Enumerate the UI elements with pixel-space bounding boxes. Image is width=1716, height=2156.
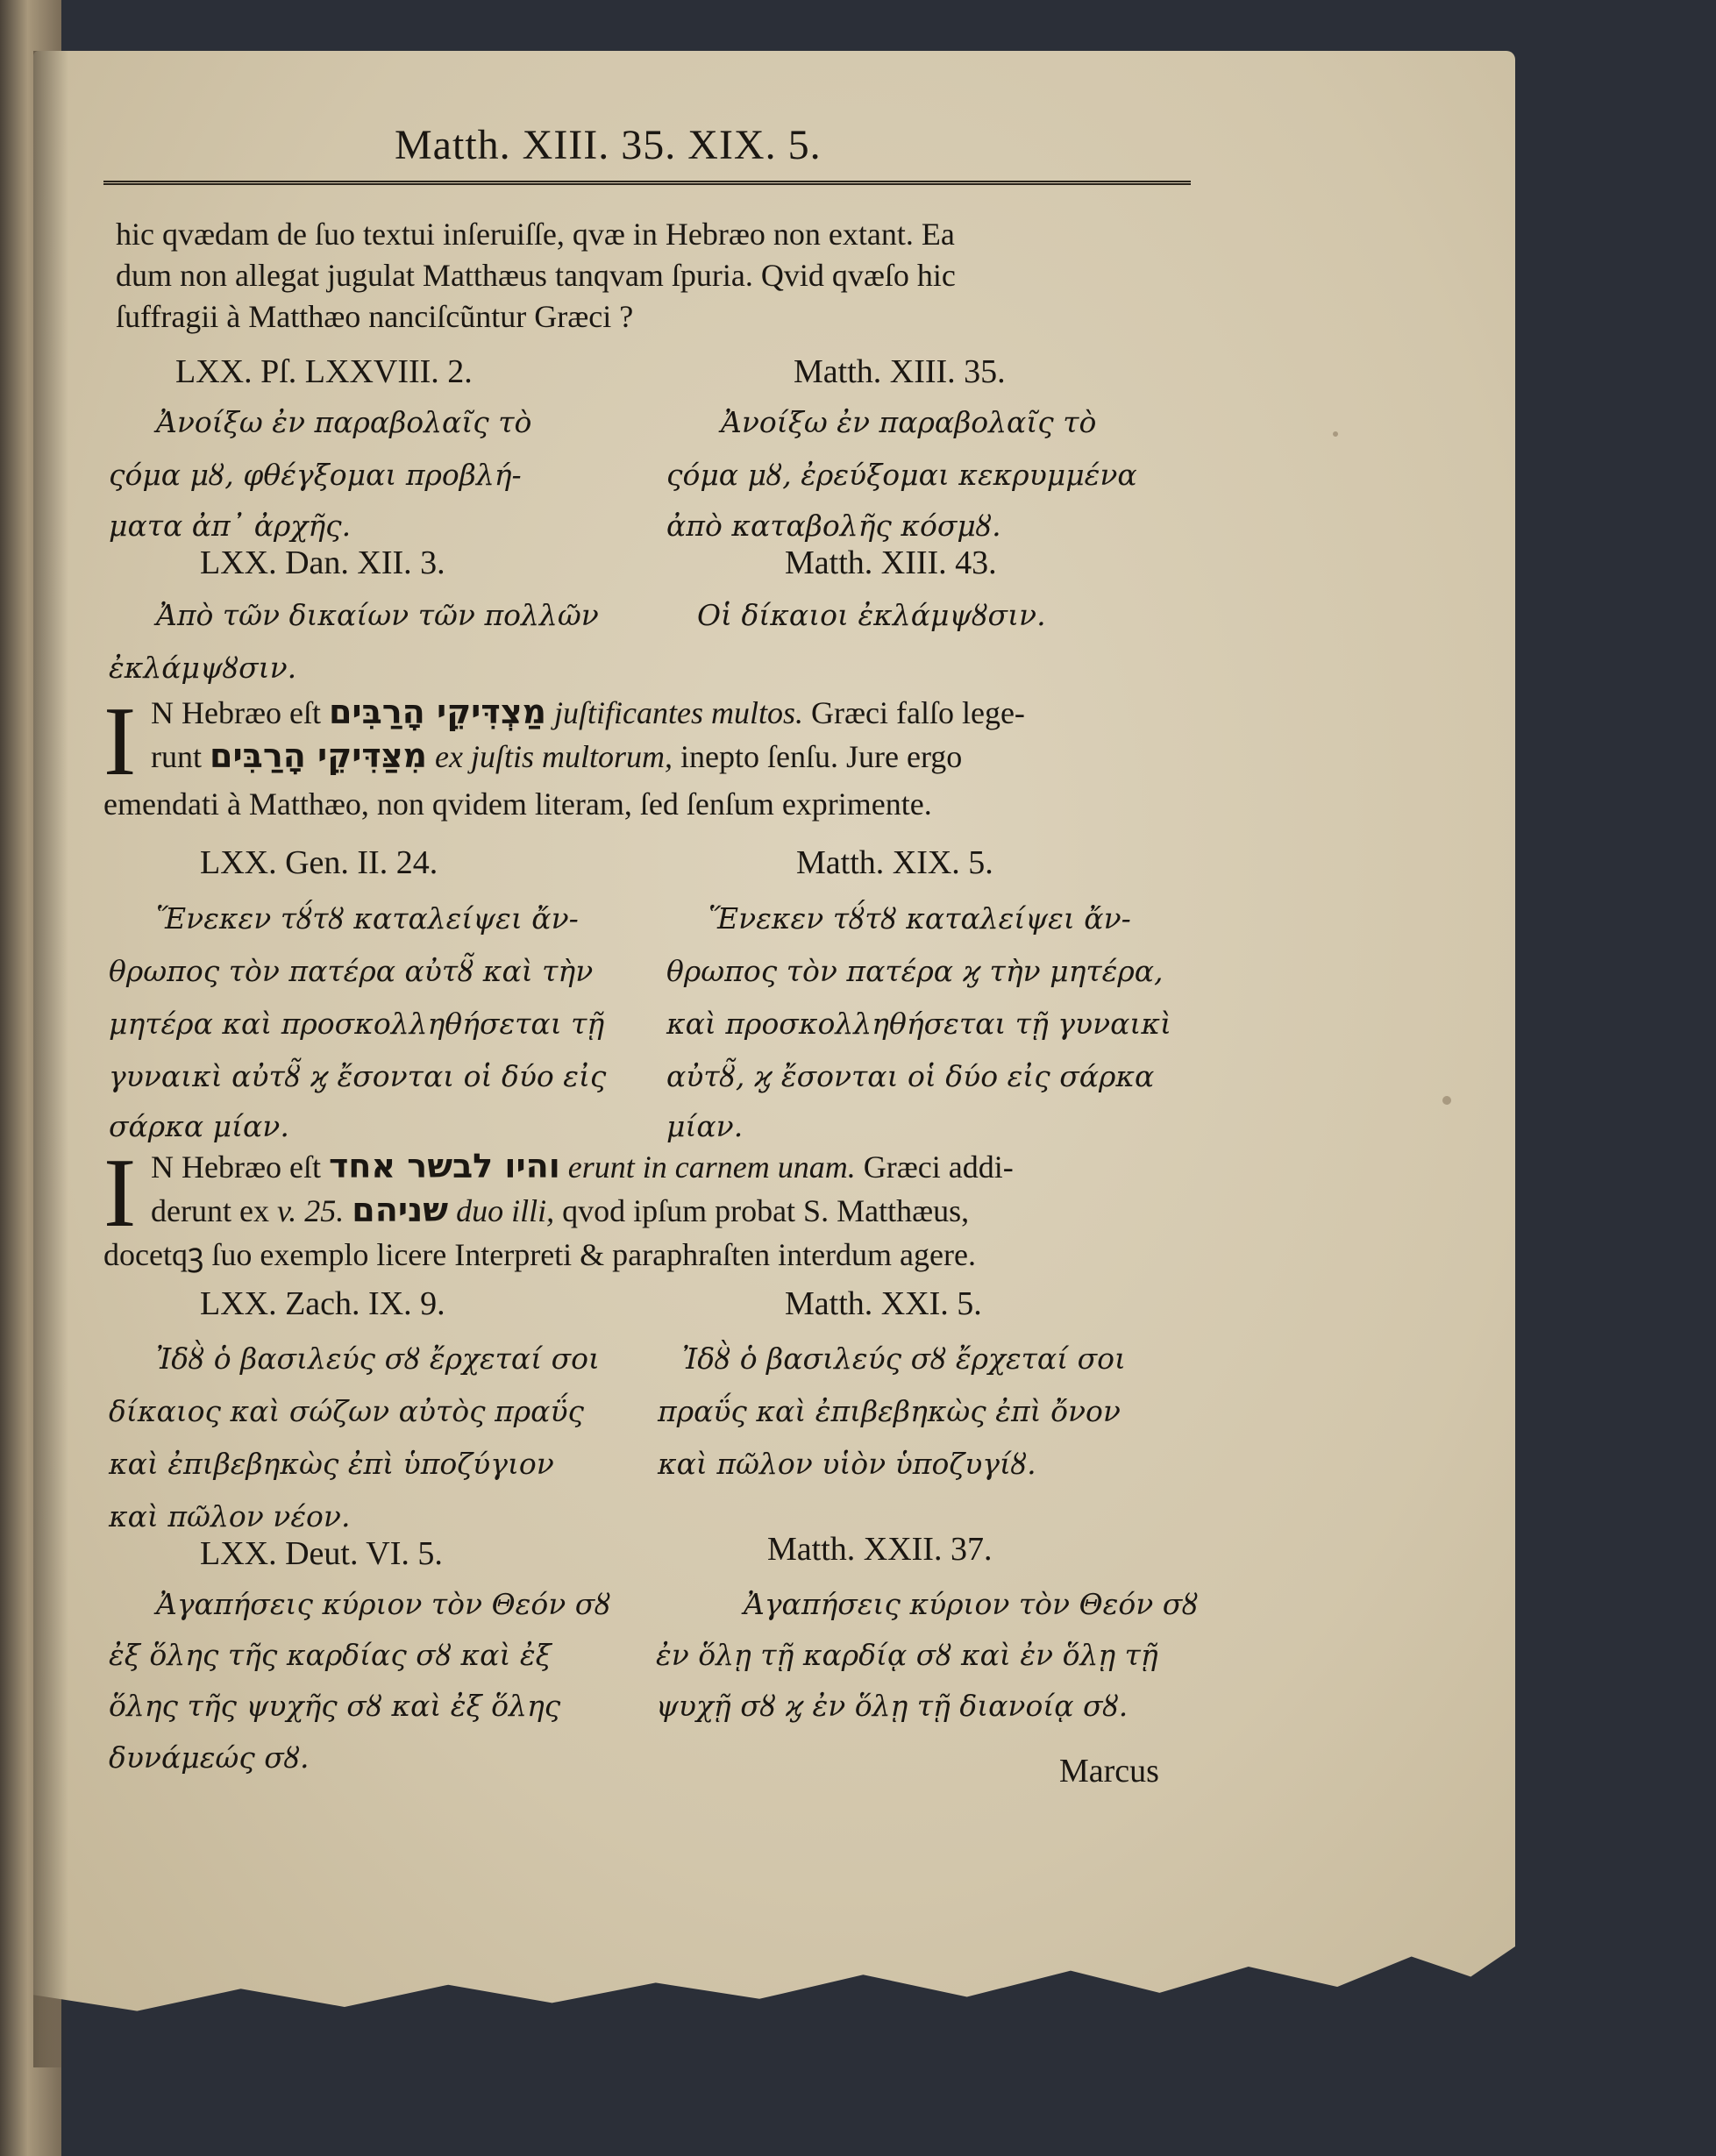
note-2-latin: duo illi, [456,1193,555,1228]
section-1-left-line: Ἀνοίξω ἐν παραβολαῖς τὸ [156,405,532,439]
section-1-left-line: ςόμα μȣ, φθέγξομαι προβλή- [109,458,522,492]
section-3-left-line: θρωπος τὸν πατέρα αὐτȣ̃ καὶ τὴν [109,954,594,988]
section-1-right-line: ςόμα μȣ, ἐρεύξομαι κεκρυμμένα [666,458,1137,492]
note-2-line-3: docetqꝫ ſuo exemplo licere Interpreti & paraphraſten interdum agere. [103,1237,976,1272]
section-5-right-line: Ἀγαπήσεις κύριον τὸν Θεόν σȣ [744,1587,1199,1621]
section-2-left-ref: LXX. Dan. XII. 3. [200,544,445,581]
catchword: Marcus [1059,1753,1159,1790]
section-3-right-line: Ἕνεκεν τȣ́τȣ καταλείψει ἄν- [708,901,1131,936]
section-5-left-line: ὅλης τῆς ψυχῆς σȣ καὶ ἐξ ὅλης [109,1689,561,1723]
section-5-left-line: ἐξ ὅλης τῆς καρδίας σȣ καὶ ἐξ [109,1638,552,1672]
section-4-right-line: πραΰς καὶ ἐπιβεβηκὼς ἐπὶ ὄνον [658,1394,1121,1428]
note-1-text: runt [151,739,202,774]
section-3-left-line: μητέρα καὶ προσκολληθήσεται τῇ [109,1007,605,1041]
section-1-right-ref: Matth. XIII. 35. [794,353,1006,390]
note-1-text: Græci falſo lege- [811,695,1025,730]
section-3-right-ref: Matth. XIX. 5. [796,844,993,881]
note-1-latin: ex juſtis multorum, [435,739,673,774]
section-5-right-line: ψυχῇ σȣ ϗ ἐν ὅλῃ τῇ διανοίᾳ σȣ. [656,1689,1129,1723]
section-3-left-line: γυναικὶ αὐτȣ̃ ϗ ἔσονται οἱ δύο εἰς [109,1059,607,1093]
intro-line-1: hic qvædam de ſuo textui inſeruiſſe, qvæ in Hebræo non extant. Ea [116,217,955,252]
section-2-left-line: Ἀπὸ τῶν δικαίων τῶν πολλῶν [156,598,599,632]
section-3-right-line: θρωπος τὸν πατέρα ϗ τὴν μητέρα, [666,954,1164,988]
note-2-latin: erunt in carnem unam. [567,1149,856,1185]
note-2-text: qvod ipſum probat S. Matthæus, [562,1193,970,1228]
section-5-right-line: ἐν ὅλῃ τῇ καρδίᾳ σȣ καὶ ἐν ὅλῃ τῇ [656,1638,1158,1672]
section-1-left-ref: LXX. Pſ. LXXVIII. 2. [175,353,473,390]
section-2-right-line: Οἱ δίκαιοι ἐκλάμψȣσιν. [697,598,1046,632]
intro-line-3: ſuffragii à Matthæo nanciſcũntur Græci ? [116,299,634,334]
drop-cap: I [103,1139,137,1248]
section-1-right-line: ἀπὸ καταβολῆς κόσμȣ. [666,509,1001,543]
note-2-hebrew: שניהם [352,1191,449,1229]
note-2-text: Græci addi- [863,1149,1014,1185]
note-1-text: N Hebræo eſt [151,695,321,730]
note-1-text: inepto ſenſu. Jure ergo [680,739,963,774]
ink-spot [1333,431,1338,437]
note-2-hebrew: והיו לבשר אחד [328,1147,560,1185]
section-4-left-ref: LXX. Zach. IX. 9. [200,1285,445,1322]
ink-spot [1442,1096,1451,1105]
section-3-right-line: αὐτȣ̃, ϗ ἔσονται οἱ δύο εἰς σάρκα [666,1059,1155,1093]
note-2-text: N Hebræo eſt [151,1149,321,1185]
section-3-left-line: σάρκα μίαν. [109,1109,289,1143]
note-2-text: derunt ex [151,1193,269,1228]
note-1-hebrew: מִצַּדִּיקֵי הָרַבִּים [210,736,428,775]
section-1-left-line: ματα ἀπ᾽ ἀρχῆς. [109,509,352,543]
note-1-line-3: emendati à Matthæo, non qvidem literam, ſed ſenſum exprimente. [103,786,932,822]
header-rule [103,181,1191,185]
note-1-latin: juſtificantes multos. [554,695,804,730]
section-3-left-line: Ἕνεκεν τȣ́τȣ καταλείψει ἄν- [156,901,579,936]
intro-line-2: dum non allegat jugulat Matthæus tanqvam ſpuria. Qvid qvæſo hic [116,258,956,293]
section-5-left-line: δυνάμεώς σȣ. [109,1740,310,1775]
section-4-left-line: καὶ ἐπιβεβηκὼς ἐπὶ ὑποζύγιον [109,1447,554,1481]
running-head: Matth. XIII. 35. XIX. 5. [395,122,822,168]
drop-cap: I [103,687,137,796]
page-gutter-shadow [33,51,68,2067]
section-4-right-line: καὶ πῶλον υἱὸν ὑποζυγίȣ. [658,1447,1036,1481]
note-1-hebrew: מַצְדִּיקֵי הָרַבִּים [328,693,547,731]
section-5-left-ref: LXX. Deut. VI. 5. [200,1535,443,1572]
section-4-right-ref: Matth. XXI. 5. [785,1285,982,1322]
section-4-left-line: Ἰδȣ̀ ὁ βασιλεύς σȣ ἔρχεταί σοι [156,1341,600,1376]
section-2-right-ref: Matth. XIII. 43. [785,544,997,581]
section-3-right-line: καὶ προσκολληθήσεται τῇ γυναικὶ [666,1007,1171,1041]
section-3-left-ref: LXX. Gen. II. 24. [200,844,438,881]
section-5-left-line: Ἀγαπήσεις κύριον τὸν Θεόν σȣ [156,1587,611,1621]
section-2-left-line: ἐκλάμψȣσιν. [109,651,297,685]
note-2-verse: v. 25. [276,1193,345,1228]
section-5-right-ref: Matth. XXII. 37. [767,1531,993,1568]
section-1-right-line: Ἀνοίξω ἐν παραβολαῖς τὸ [721,405,1097,439]
section-4-right-line: Ἰδȣ̀ ὁ βασιλεύς σȣ ἔρχεταί σοι [682,1341,1126,1376]
section-3-right-line: μίαν. [666,1109,744,1143]
section-4-left-line: δίκαιος καὶ σώζων αὐτὸς πραΰς [109,1394,585,1428]
section-4-left-line: καὶ πῶλον νέον. [109,1499,351,1533]
